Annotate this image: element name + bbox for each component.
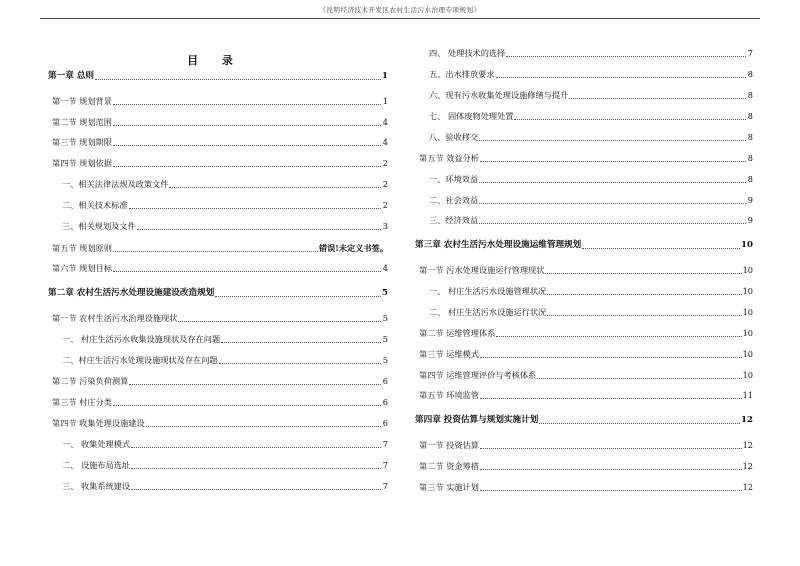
toc-entry[interactable] <box>48 94 388 107</box>
toc-leader-dots <box>479 132 746 141</box>
toc-entry[interactable] <box>415 88 753 101</box>
toc-page-number: 12 <box>741 415 753 425</box>
toc-leader-dots <box>219 355 381 364</box>
toc-entry-title: 第一节 投资估算 <box>419 440 479 450</box>
toc-page-number: 2 <box>382 158 388 168</box>
toc-entry-title: 第二节 规划范围 <box>52 117 112 127</box>
toc-leader-dots <box>545 265 741 274</box>
toc-entry-title: 八、验收移交 <box>429 132 479 142</box>
toc-entry-title: 第二节 运维管理体系 <box>419 328 496 338</box>
toc-entry-title: 一、 村庄生活污水收集设施现状及存在问题 <box>62 334 221 344</box>
toc-entry[interactable] <box>415 438 753 451</box>
toc-title: 目 录 <box>187 54 243 67</box>
toc-leader-dots <box>537 370 741 379</box>
toc-entry[interactable] <box>415 480 753 493</box>
toc-entry[interactable] <box>48 395 388 408</box>
toc-leader-dots <box>506 48 746 57</box>
toc-entry-title: 五、出水排放要求 <box>429 69 495 79</box>
toc-entry-title: 第二节 污染负荷测算 <box>52 376 129 386</box>
toc-page-number: 9 <box>747 215 753 225</box>
toc-entry-title: 七、 固体废物处理处置 <box>429 111 514 121</box>
toc-page-number: 7 <box>382 439 388 449</box>
toc-entry-title: 第四章 投资估算与规划实施计划 <box>415 415 539 425</box>
toc-entry-title: 第三节 规划期限 <box>52 137 112 147</box>
toc-entry-title: 第四节 运维管理评价与考核体系 <box>419 370 537 380</box>
toc-entry-title: 第四节 规划依据 <box>52 158 112 168</box>
toc-leader-dots <box>113 243 318 252</box>
toc-entry-title: 第三章 农村生活污水处理设施运维管理规划 <box>415 240 582 250</box>
toc-entry-title: 第四节 收集处理设施建设 <box>52 418 145 428</box>
toc-page-number: 6 <box>382 418 388 428</box>
toc-leader-dots <box>113 397 381 406</box>
toc-page-number: 7 <box>747 48 753 58</box>
toc-leader-dots <box>95 71 381 80</box>
toc-entry[interactable] <box>415 388 753 401</box>
toc-page-number: 6 <box>382 376 388 386</box>
toc-page-number: 10 <box>742 265 753 275</box>
toc-entry-title: 一、相关法律法规及政策文件 <box>62 179 169 189</box>
toc-entry-title: 第一节 规划背景 <box>52 96 112 106</box>
toc-entry[interactable] <box>415 284 753 297</box>
toc-page-number: 10 <box>742 328 753 338</box>
toc-page-number: 8 <box>747 153 753 163</box>
toc-leader-dots <box>480 482 742 491</box>
toc-entry[interactable] <box>415 151 753 164</box>
toc-entry[interactable] <box>48 479 388 492</box>
toc-leader-dots <box>113 158 381 167</box>
toc-entry[interactable] <box>48 437 388 450</box>
toc-leader-dots <box>113 137 381 146</box>
toc-page-number: 10 <box>742 349 753 359</box>
toc-page-number: 7 <box>382 481 388 491</box>
toc-entry-title: 第三节 运维模式 <box>419 349 479 359</box>
toc-entry[interactable] <box>415 305 753 318</box>
toc-page-number: 12 <box>742 461 753 471</box>
toc-page-number: 10 <box>742 370 753 380</box>
toc-page-number: 8 <box>747 90 753 100</box>
toc-entry[interactable] <box>415 459 753 472</box>
toc-page-number: 6 <box>382 397 388 407</box>
toc-leader-dots <box>539 415 740 424</box>
toc-leader-dots <box>514 111 746 120</box>
document-header: 《昆明经济技术开发区农村生活污水治理专项规划》 <box>40 4 760 19</box>
toc-page-number: 10 <box>742 286 753 296</box>
toc-entry[interactable] <box>415 347 753 360</box>
toc-page-number: 8 <box>747 132 753 142</box>
toc-entry-title: 第三节 村庄分类 <box>52 397 112 407</box>
toc-entry-title: 二、 设施布局选址 <box>62 460 131 470</box>
toc-entry-title: 第五节 效益分析 <box>419 153 479 163</box>
toc-leader-dots <box>215 288 381 297</box>
toc-entry[interactable] <box>415 326 753 339</box>
toc-entry[interactable] <box>415 193 753 206</box>
toc-leader-dots <box>496 69 746 78</box>
toc-entry-title: 四、 处理技术的选择 <box>429 48 506 58</box>
toc-entry[interactable] <box>48 198 388 211</box>
toc-entry[interactable] <box>48 219 388 232</box>
toc-leader-dots <box>479 174 746 183</box>
toc-entry-title: 一、环境效益 <box>429 174 479 184</box>
toc-entry[interactable] <box>415 213 753 226</box>
toc-page-number: 5 <box>382 313 388 323</box>
toc-leader-dots <box>146 418 381 427</box>
toc-entry[interactable] <box>415 263 753 276</box>
toc-page-number: 1 <box>382 96 388 106</box>
toc-entry-title: 第二章 农村生活污水处理设施建设改造规划 <box>48 288 215 298</box>
toc-leader-dots <box>582 240 740 249</box>
toc-page-number: 4 <box>382 263 388 273</box>
toc-page-number: 8 <box>747 69 753 79</box>
toc-leader-dots <box>547 286 741 295</box>
toc-entry-title: 二、村庄生活污水处理设施现状及存在问题 <box>62 355 218 365</box>
toc-entry-title: 三、经济效益 <box>429 215 479 225</box>
toc-entry-title: 第五节 规划原则 <box>52 243 112 253</box>
toc-leader-dots <box>480 461 742 470</box>
toc-page-number: 7 <box>382 460 388 470</box>
toc-entry-title: 第一章 总则 <box>48 71 94 81</box>
toc-entry[interactable] <box>415 172 753 185</box>
toc-page-number: 12 <box>742 440 753 450</box>
toc-entry[interactable] <box>48 311 388 324</box>
toc-entry[interactable] <box>48 332 388 345</box>
toc-leader-dots <box>169 179 381 188</box>
toc-leader-dots <box>480 440 742 449</box>
toc-leader-dots <box>221 334 381 343</box>
toc-entry[interactable] <box>48 458 388 471</box>
toc-entry[interactable] <box>48 416 388 429</box>
toc-entry[interactable] <box>48 261 388 274</box>
toc-leader-dots <box>480 153 746 162</box>
toc-entry[interactable] <box>415 67 753 80</box>
toc-entry[interactable] <box>48 286 388 299</box>
toc-entry[interactable] <box>415 413 753 426</box>
toc-page-number: 8 <box>747 174 753 184</box>
toc-entry[interactable] <box>48 115 388 128</box>
toc-entry-title: 第六节 规划目标 <box>52 263 112 273</box>
toc-entry-title: 二、 村庄生活污水设施运行状况 <box>429 307 547 317</box>
toc-entry-title: 第一节 污水处理设施运行管理现状 <box>419 265 545 275</box>
toc-leader-dots <box>547 307 741 316</box>
toc-entry-title: 二、相关技术标准 <box>62 200 128 210</box>
toc-page-number: 9 <box>747 195 753 205</box>
toc-leader-dots <box>178 313 381 322</box>
toc-page-number: 5 <box>382 334 388 344</box>
toc-entry[interactable] <box>415 46 753 59</box>
toc-entry[interactable] <box>48 156 388 169</box>
toc-entry[interactable] <box>48 69 388 82</box>
toc-leader-dots <box>569 90 746 99</box>
toc-leader-dots <box>480 390 742 399</box>
toc-leader-dots <box>131 439 381 448</box>
toc-page-number: 11 <box>742 390 753 400</box>
toc-entry[interactable] <box>48 374 388 387</box>
toc-entry-title: 三、相关规划及文件 <box>62 221 136 231</box>
toc-entry[interactable] <box>415 109 753 122</box>
toc-page-number: 10 <box>741 240 753 250</box>
toc-page-number: 错误!未定义书签。 <box>318 243 388 253</box>
toc-entry-title: 一、 收集处理模式 <box>62 439 131 449</box>
toc-page-number: 1 <box>382 71 388 81</box>
toc-leader-dots <box>113 263 381 272</box>
toc-page-number: 5 <box>382 355 388 365</box>
toc-entry-title: 第三节 实施计划 <box>419 482 479 492</box>
toc-entry[interactable] <box>415 238 753 251</box>
toc-leader-dots <box>479 195 746 204</box>
toc-leader-dots <box>129 376 381 385</box>
toc-leader-dots <box>496 328 741 337</box>
toc-page-number: 2 <box>382 200 388 210</box>
toc-page-number: 2 <box>382 179 388 189</box>
toc-leader-dots <box>113 96 381 105</box>
toc-page-number: 8 <box>747 111 753 121</box>
toc-leader-dots <box>479 215 746 224</box>
toc-entry-title: 第二节 资金筹措 <box>419 461 479 471</box>
toc-page-number: 5 <box>382 288 388 298</box>
toc-entry-title: 一、 村庄生活污水设施管理状况 <box>429 286 547 296</box>
toc-page-number: 10 <box>742 307 753 317</box>
toc-entry[interactable] <box>415 130 753 143</box>
toc-entry-title: 六、现有污水收集处理设施修缮与提升 <box>429 90 569 100</box>
toc-entry[interactable] <box>48 135 388 148</box>
toc-leader-dots <box>131 481 381 490</box>
toc-page-number: 12 <box>742 482 753 492</box>
toc-page-number: 4 <box>382 117 388 127</box>
toc-entry-title: 第一节 农村生活污水治理设施现状 <box>52 313 178 323</box>
toc-leader-dots <box>480 349 742 358</box>
toc-entry-title: 三、 收集系统建设 <box>62 481 131 491</box>
toc-page-number: 3 <box>382 221 388 231</box>
toc-page-number: 4 <box>382 137 388 147</box>
toc-entry[interactable] <box>48 177 388 190</box>
toc-entry-title: 第五节 环境监管 <box>419 390 479 400</box>
toc-entry-title: 二、社会效益 <box>429 195 479 205</box>
toc-leader-dots <box>129 200 381 209</box>
toc-entry[interactable] <box>48 241 388 254</box>
toc-entry[interactable] <box>48 353 388 366</box>
toc-leader-dots <box>113 117 381 126</box>
toc-leader-dots <box>131 460 381 469</box>
toc-leader-dots <box>137 221 381 230</box>
toc-entry[interactable] <box>415 368 753 381</box>
